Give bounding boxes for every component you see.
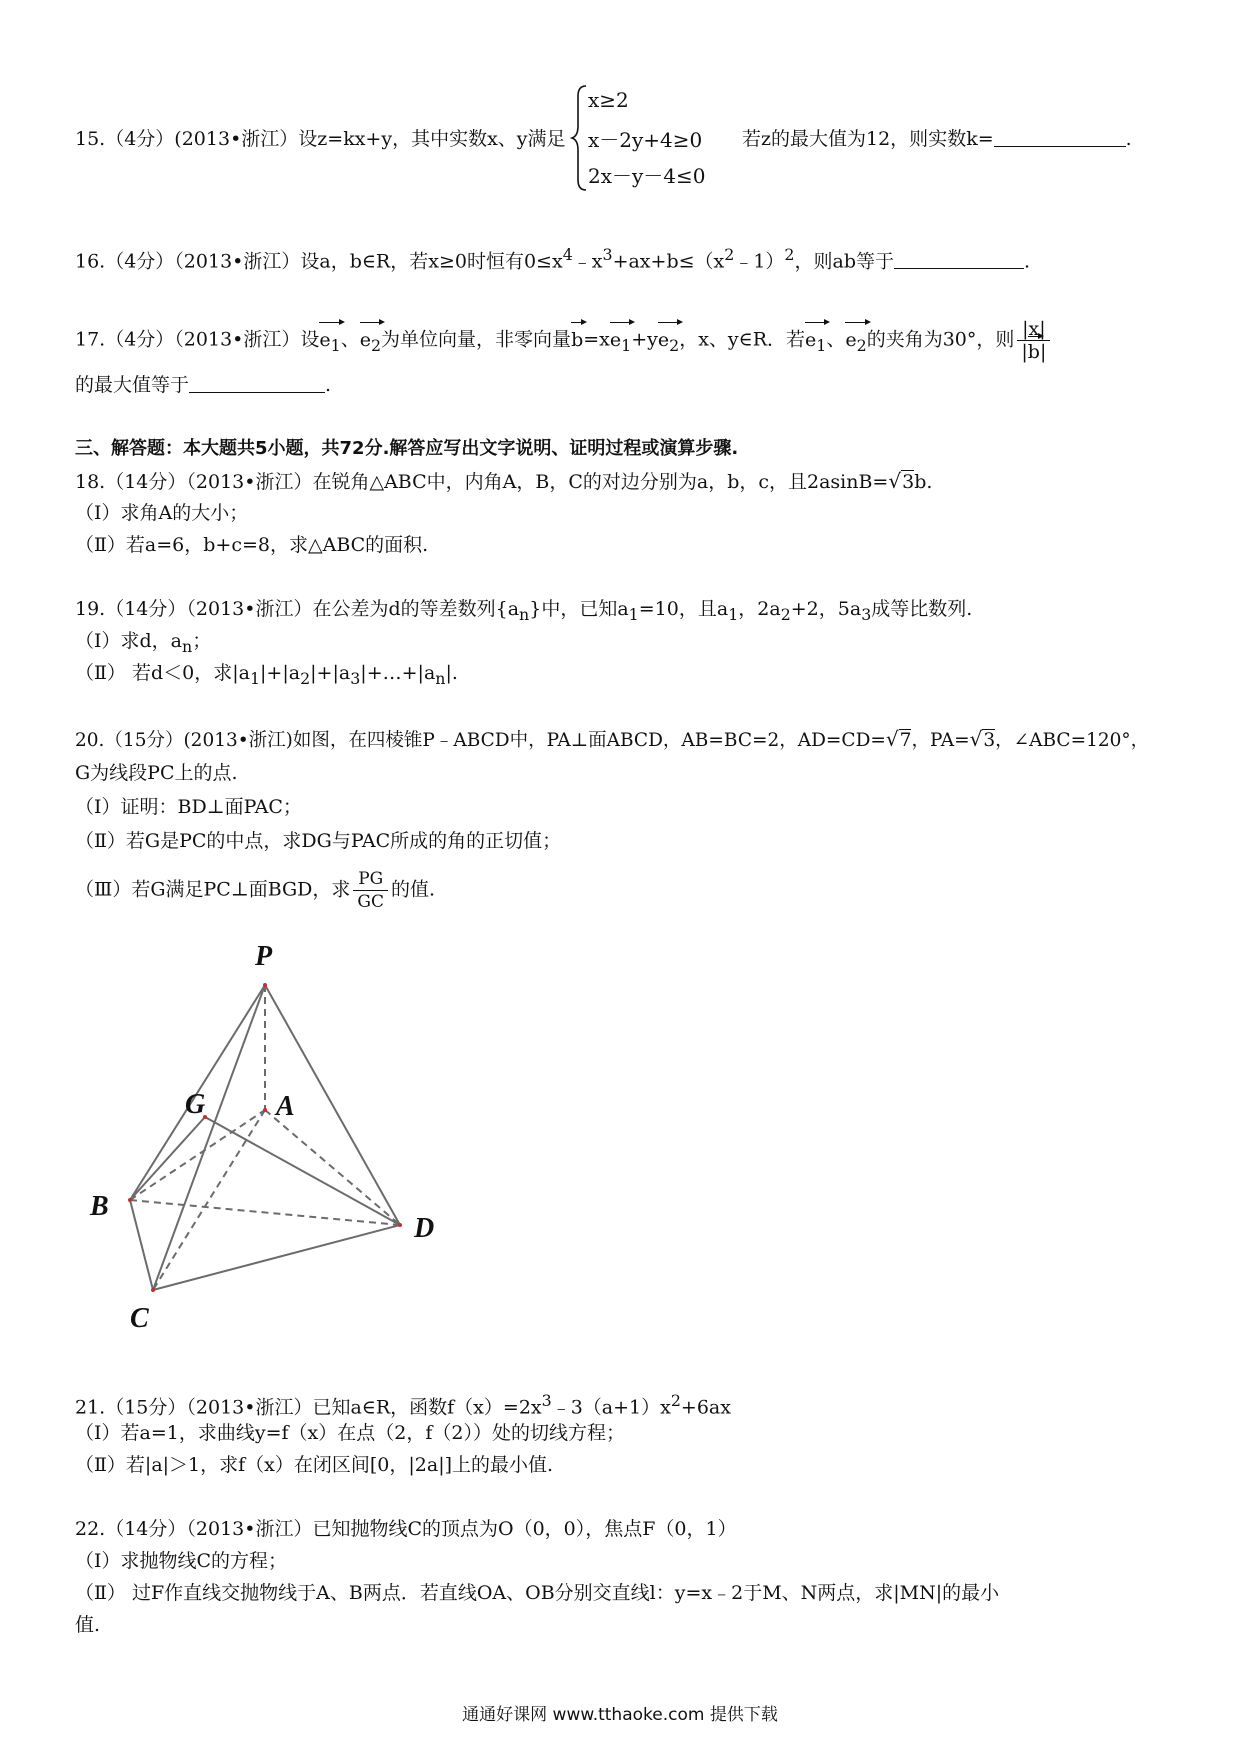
q17-text-d: 的夹角为30°，则 [866,328,1015,351]
q21-sup2: 2 [670,1391,681,1410]
q19-part2-b2: |+|a [310,662,351,684]
q17-plus-y: +y [631,328,658,351]
q19-part1-text: （Ⅰ）求d，a [75,630,182,652]
q16-text-c: +ax+b≤（x [612,250,725,273]
q19-part2-d: |. [445,662,458,684]
q16-period: . [1024,250,1031,273]
q19-part2-c: |+…+|a [360,662,436,684]
q17-eq: =x [583,328,610,351]
edge-AD [265,1110,400,1225]
q17-frac-b: b [1027,341,1040,363]
e2-sub: 2 [370,335,382,355]
section-3-title: 三、解答题：本大题共5小题，共72分.解答应写出文字说明、证明过程或演算步骤. [75,438,739,459]
q19-text-e: +2，5a [790,598,862,620]
q21-line-1 [75,1388,731,1420]
constraint-3: 2x－y－4≤0 [588,164,706,188]
e1-letter-c: e [805,328,817,351]
q19-part1-sub: n [182,636,193,656]
q21-text-a: 21.（15分）（2013•浙江）已知a∈R，函数f（x）=2x [75,1396,542,1419]
q20-text-a: 20.（15分）(2013•浙江)如图，在四棱锥P﹣ABCD中，PA⊥面ABCD，AB=BC=2，AD=CD= [75,730,886,751]
q19-text-a: 19.（14分）（2013•浙江）在公差为d的等差数列{a [75,598,520,620]
label-D: D [414,1213,435,1244]
q21-part-1: （Ⅰ）若a=1，求曲线y=f（x）在点（2，f（2））处的切线方程； [75,1422,625,1444]
label-P: P [255,941,273,972]
q19-part-1 [75,628,211,660]
e2-sub-c: 2 [856,335,867,355]
q20-line-2: G为线段PC上的点. [75,762,238,784]
vertex-P [263,983,267,987]
diagonal-BD [130,1200,400,1225]
q20-part3-end: 的值. [391,878,436,901]
vector-b [571,327,583,353]
q19-text-c: =10，且a [638,598,729,620]
label-G: G [185,1089,206,1120]
q17-text-line2: 的最大值等于 [75,374,190,396]
pyramid-figure [80,935,460,1340]
label-A: A [276,1091,295,1122]
q22-line-1: 22.（14分）（2013•浙江）已知抛物线C的顶点为O（0，0），焦点F（0，1） [75,1518,737,1540]
q20-frac-den: GC [357,892,385,912]
q15-line-end [742,126,1132,152]
q22-part-1: （Ⅰ）求抛物线C的方程； [75,1550,288,1572]
q21-part-2: （Ⅱ）若|a|＞1，求f（x）在闭区间[0，|2a|]上的最小值. [75,1454,554,1476]
e1-letter: e [319,328,331,351]
q19-line-1 [75,596,972,628]
e2-letter-c: e [845,328,857,351]
edge-CD [153,1225,400,1290]
q19-part-2 [75,660,458,692]
vertex-A [263,1108,267,1112]
q19-part2-subn: n [435,668,446,688]
q20-part-1: （Ⅰ）证明：BD⊥面PAC； [75,796,302,818]
q20-part3-text: （Ⅲ）若G满足PC⊥面BGD，求 [75,878,351,901]
e1-sub: 1 [330,335,341,355]
q19-sub-1b: 1 [728,604,739,624]
q21-text-c: +6ax [680,1396,731,1419]
q15-text: 15.（4分）(2013•浙江）设z=kx+y，其中实数x、y满足 [75,128,566,150]
q20-fraction [353,868,388,913]
q18-part-2: （Ⅱ）若a=6，b+c=8，求△ABC的面积. [75,534,429,556]
edge-BA [130,1110,265,1200]
e1-sub-b: 1 [621,335,632,355]
q20-sqrt7: 7 [899,730,912,751]
q20-text-c: ，∠ABC=120°， [995,730,1150,751]
q15-answer-blank [994,126,1126,147]
q17-answer-blank [189,372,325,393]
q15-line [75,126,566,152]
q15-period: . [1125,128,1132,150]
vertex-B [128,1198,132,1202]
e2-letter: e [359,328,371,351]
vector-e2-b [658,327,679,359]
label-C: C [130,1303,149,1334]
vector-e2 [360,327,381,359]
q19-text-f: 成等比数列. [871,598,973,620]
q17-frac-num: |x| [1017,318,1050,341]
q19-text-d: ，2a [738,598,781,620]
q18-part-1: （Ⅰ）求角A的大小； [75,502,249,524]
q20-part-2: （Ⅱ）若G是PC的中点，求DG与PAC所成的角的正切值； [75,830,562,852]
q16-text-d: ﹣1） [734,250,785,273]
q16-sup1: 4 [562,245,573,264]
q19-sub-n: n [519,604,530,624]
vector-e1 [319,327,340,359]
e2-sub-b: 2 [669,335,680,355]
q17-period: . [325,374,332,396]
q20-line-1 [75,726,1149,754]
q18-text-end: b. [914,471,933,493]
vector-e2-c [845,327,866,359]
q17-text-c: ，x、y∈R．若 [679,328,806,351]
q16-sup2: 3 [602,245,613,264]
vector-e1-c [805,327,826,359]
q17-line-2 [75,372,331,398]
q18-sqrt-value: 3 [902,471,915,493]
q20-text-b: ，PA= [911,730,970,751]
q22-part-2: （Ⅱ） 过F作直线交抛物线于A、B两点．若直线OA、OB分别交直线l：y=x﹣2于M、N两点，求|MN|的最小 [75,1582,1000,1604]
q19-part2-a: （Ⅱ） 若d＜0，求|a [75,662,250,684]
page-footer: 通通好课网 www.tthaoke.com 提供下载 [462,1705,778,1725]
q16-text-b: ﹣x [572,250,603,273]
vertex-D [398,1223,402,1227]
constraint-1: x≥2 [588,88,629,112]
sqrt-icon: √ [888,469,902,493]
q15-constraint-system [570,82,740,194]
q19-text-b: }中，已知a [529,598,629,620]
q19-part2-sub1: 1 [249,668,261,688]
vertex-C [151,1288,155,1292]
q20-frac-num: PG [353,868,388,891]
q17-sep-2: 、 [826,328,846,351]
pyramid-diagram [80,935,460,1335]
label-B: B [90,1191,109,1222]
q18-text: 18.（14分）（2013•浙江）在锐角△ABC中，内角A，B，C的对边分别为a，b，c，且2asinB= [75,471,889,493]
edge-BC [130,1200,153,1290]
q15-text-after: 若z的最大值为12，则实数k= [742,128,994,150]
constraint-2: x－2y+4≥0 [588,128,703,152]
sqrt-icon: √ [885,727,899,751]
q21-sup3: 3 [541,1391,552,1410]
q22-part-2-cont: 值. [75,1614,101,1636]
e2-letter-b: e [657,328,670,351]
q17-text-b: 为单位向量，非零向量 [381,328,572,351]
e1-letter-b: e [609,328,622,351]
q17-frac-den: |b| [1021,341,1047,363]
left-brace-icon [570,82,590,194]
q18-line-1 [75,468,932,495]
q16-sup3: 2 [724,245,735,264]
q19-sub-2: 2 [780,604,791,624]
b-letter: b [571,328,584,351]
q20-part-3 [75,868,435,913]
q21-text-b: ﹣3（a+1）x [551,1396,671,1419]
q19-part2-sub2: 2 [300,668,311,688]
sqrt-icon: √ [969,727,983,751]
q16-text-a: 16.（4分）（2013•浙江）设a，b∈R，若x≥0时恒有0≤x [75,250,563,273]
vector-e1-b [610,327,631,359]
q19-part1-end: ； [192,630,212,652]
q17-sep: 、 [340,328,360,351]
q19-sub-3: 3 [861,604,872,624]
q19-part2-b: |+|a [260,662,301,684]
q19-part2-sub3: 3 [350,668,361,688]
q17-line-1 [75,318,1053,363]
e1-sub-c: 1 [816,335,827,355]
q16-line [75,242,1030,274]
q16-answer-blank [894,248,1024,269]
q16-text-e: ，则ab等于 [794,250,894,273]
q19-sub-1: 1 [628,604,639,624]
q17-text-a: 17.（4分）（2013•浙江）设 [75,328,320,351]
q17-fraction [1017,318,1050,363]
q16-sup4: 2 [784,245,795,264]
q20-sqrt3: 3 [983,730,996,751]
